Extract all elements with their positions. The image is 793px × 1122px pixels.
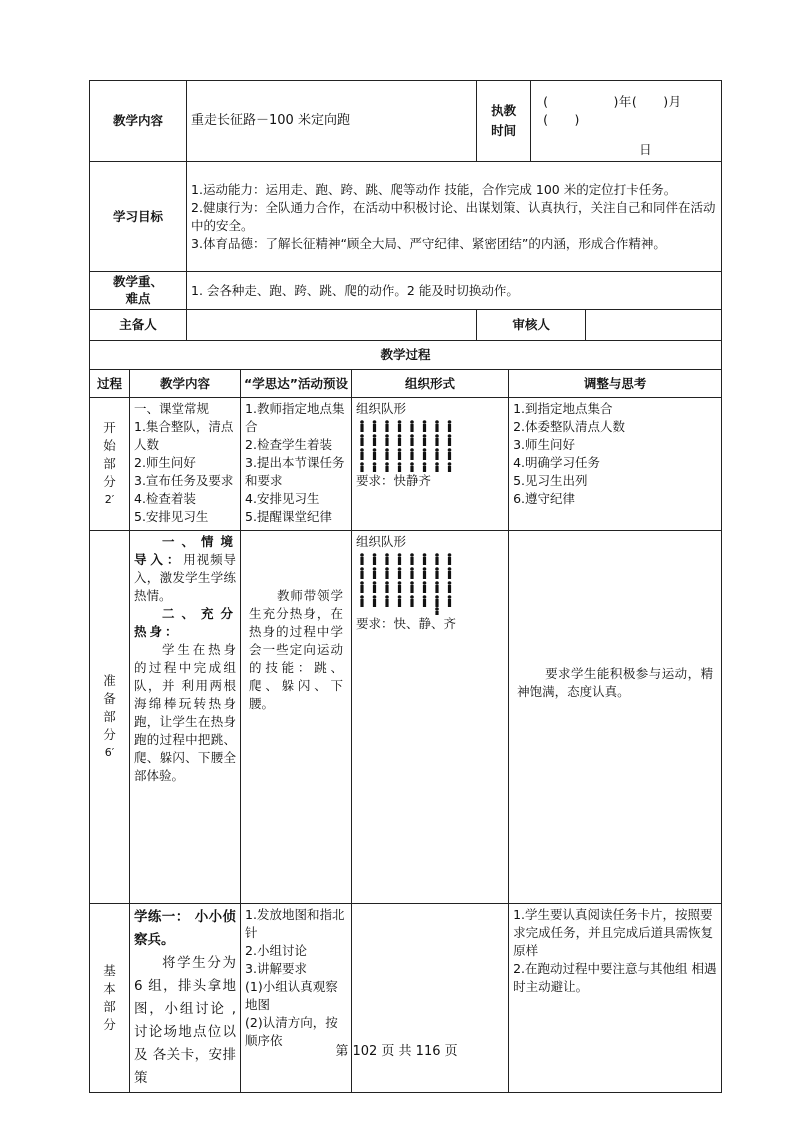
objective-item: 1.运动能力：运用走、跑、跨、跳、爬等动作 技能，合作完成 100 米的定位打卡任务。: [191, 181, 677, 197]
student-figure-icon: [398, 553, 402, 565]
student-figure-icon: [360, 581, 364, 593]
student-figure-icon: [448, 448, 452, 460]
phase-start-content: [130, 398, 241, 531]
preparer-label: 主备人: [90, 310, 187, 341]
student-figure-icon: [373, 448, 377, 460]
objective-item: 2.健康行为：全队通力合作，在活动中积极讨论、出谋划策、认真执行，关注自己和同伴在活动中的安全。: [191, 199, 716, 233]
student-figure-icon: [373, 462, 377, 472]
student-figure-icon: [373, 434, 377, 446]
org-requirement: 要求：快、静、齐: [356, 616, 457, 631]
adjust-line: 5.见习生出列: [513, 473, 588, 488]
student-figure-icon: [373, 595, 377, 607]
col-header-content: 教学内容: [130, 370, 241, 398]
adjust-line: 6.遵守纪律: [513, 491, 576, 506]
org-label: 组织队形: [356, 534, 407, 549]
student-figure-icon: [360, 448, 364, 460]
lesson-plan-table: [89, 80, 722, 1093]
phase-start-adjust: [509, 398, 722, 531]
student-figure-icon: [385, 553, 389, 565]
phase-char: 备: [103, 691, 116, 706]
phase-prep-content: [130, 531, 241, 904]
phase-char: 部: [103, 709, 116, 724]
content-line: 2.师生问好: [134, 455, 196, 470]
student-figure-icon: [410, 448, 414, 460]
phase-basic-activity: [241, 904, 352, 1093]
phase-prep-adjust: [509, 531, 722, 904]
activity-line: (1)小组认真观察地图: [245, 979, 338, 1012]
col-header-adjust: 调整与思考: [509, 370, 722, 398]
student-figure-icon: [373, 567, 377, 579]
content-heading: 一、情境导入：: [134, 534, 237, 567]
adjust-paragraph: 要求学生能积极参与运动，精神饱满，态度认真。: [517, 666, 714, 699]
activity-line: 2.小组讨论: [245, 943, 307, 958]
student-figure-icon: [410, 462, 414, 472]
student-figure-icon: [360, 434, 364, 446]
student-figure-icon: [435, 581, 439, 593]
time-label-text: 执教时间: [491, 103, 517, 138]
student-figure-icon: [423, 567, 427, 579]
content-line: 1.集合整队，清点人数: [134, 419, 234, 452]
student-figure-icon: [435, 607, 439, 615]
content-paragraph: 将学生分为 6 组，排头拿地图，小组讨论 ,讨论场地点位以及 各关卡，安排策: [134, 955, 237, 1086]
adjust-line: 2.体委整队清点人数: [513, 419, 626, 434]
key-points-label: [90, 272, 187, 310]
student-figure-icon: [423, 420, 427, 432]
student-figure-icon: [385, 581, 389, 593]
adjust-line: 2.在跑动过程中要注意与其他组 相遇时主动避让。: [513, 961, 717, 994]
date-cell: [531, 81, 722, 162]
student-figure-icon: [448, 581, 452, 593]
col-header-process: 过程: [90, 370, 130, 398]
student-figure-icon: [398, 420, 402, 432]
phase-duration: 2′: [104, 493, 115, 506]
adjust-line: 4.明确学习任务: [513, 455, 601, 470]
phase-char: 始: [103, 438, 116, 453]
student-figure-icon: [410, 434, 414, 446]
student-figure-icon: [448, 462, 452, 472]
activity-line: 3.提出本节课任务和要求: [245, 455, 345, 488]
student-figure-icon: [423, 581, 427, 593]
student-figure-icon: [398, 595, 402, 607]
student-figure-icon: [385, 462, 389, 472]
phase-prep-name: [90, 531, 130, 904]
objective-item: 3.体育品德：了解长征精神“顾全大局、严守纪律、紧密团结”的内涵，形成合作精神。: [191, 235, 666, 251]
reviewer-label: 审核人: [477, 310, 586, 341]
student-figure-icon: [435, 434, 439, 446]
content-line: 一、课堂常规: [134, 401, 210, 416]
student-figure-icon: [385, 567, 389, 579]
student-figure-icon: [410, 581, 414, 593]
phase-char: 部: [103, 999, 116, 1014]
student-figure-icon: [435, 420, 439, 432]
student-figure-icon: [360, 462, 364, 472]
formation-diagram: [356, 551, 456, 615]
org-label: 组织队形: [356, 401, 407, 416]
content-line: 4.检查着装: [134, 491, 196, 506]
student-figure-icon: [360, 567, 364, 579]
phase-char: 分: [103, 727, 116, 742]
phase-prep-organization: [352, 531, 509, 904]
key-points-value: 1. 会各种走、跑、跨、跳、爬的动作。2 能及时切换动作。: [187, 272, 722, 310]
key-points-label-text: 教学重、难点: [112, 274, 163, 306]
student-figure-icon: [435, 462, 439, 472]
student-figure-icon: [385, 420, 389, 432]
preparer-value: [187, 310, 477, 341]
phase-char: 准: [103, 673, 116, 688]
phase-basic-organization: [352, 904, 509, 1093]
adjust-line: 1.学生要认真阅读任务卡片，按照要求完成任务，并且完成后道具需恢复原样: [513, 907, 714, 958]
student-figure-icon: [360, 595, 364, 607]
col-header-activity: “学思达”活动预设: [241, 370, 352, 398]
date-text: ( )年( )月( ): [543, 94, 682, 127]
student-figure-icon: [448, 595, 452, 607]
student-figure-icon: [423, 553, 427, 565]
formation-diagram: [356, 418, 456, 472]
student-figure-icon: [398, 567, 402, 579]
student-figure-icon: [423, 595, 427, 607]
process-title: 教学过程: [90, 341, 722, 370]
student-figure-icon: [410, 595, 414, 607]
student-figure-icon: [448, 434, 452, 446]
org-requirement: 要求：快静齐: [356, 473, 432, 488]
student-figure-icon: [360, 420, 364, 432]
phase-basic-content: [130, 904, 241, 1093]
adjust-line: 1.到指定地点集合: [513, 401, 613, 416]
reviewer-value: [586, 310, 722, 341]
content-line: 3.宣布任务及要求: [134, 473, 234, 488]
phase-start-organization: [352, 398, 509, 531]
student-figure-icon: [385, 595, 389, 607]
student-figure-icon: [373, 420, 377, 432]
student-figure-icon: [448, 420, 452, 432]
content-paragraph: 学生在热身的过程中完成组队，并 利用两根海绵棒玩转热身跑，让学生在热身跑的过程中把跳、爬、躲闪、下腰全部体验。: [134, 642, 237, 783]
student-figure-icon: [423, 448, 427, 460]
student-figure-icon: [385, 434, 389, 446]
activity-line: 3.讲解要求: [245, 961, 307, 976]
phase-char: 基: [103, 963, 116, 978]
student-figure-icon: [373, 553, 377, 565]
student-figure-icon: [373, 581, 377, 593]
page-footer: 第 102 页 共 116 页: [335, 1044, 458, 1059]
content-label: 教学内容: [90, 81, 187, 162]
phase-char: 部: [103, 456, 116, 471]
phase-duration: 6′: [104, 746, 115, 759]
objectives-list: [187, 162, 722, 272]
student-figure-icon: [360, 553, 364, 565]
phase-start-name: [90, 398, 130, 531]
phase-char: 本: [103, 981, 116, 996]
student-figure-icon: [448, 553, 452, 565]
student-figure-icon: [398, 434, 402, 446]
adjust-line: 3.师生问好: [513, 437, 576, 452]
student-figure-icon: [385, 448, 389, 460]
student-figure-icon: [398, 462, 402, 472]
student-figure-icon: [435, 448, 439, 460]
content-value: 重走长征路－100 米定向跑: [187, 81, 477, 162]
student-figure-icon: [435, 595, 439, 607]
student-figure-icon: [410, 420, 414, 432]
student-figure-icon: [398, 581, 402, 593]
student-figure-icon: [398, 448, 402, 460]
student-figure-icon: [423, 434, 427, 446]
activity-line: 1.发放地图和指北针: [245, 907, 345, 940]
phase-basic-name: [90, 904, 130, 1093]
content-paragraph: 用视频导入，激发学生学练热情。: [134, 552, 237, 603]
objectives-label: 学习目标: [90, 162, 187, 272]
phase-char: 开: [103, 420, 116, 435]
phase-prep-activity: [241, 531, 352, 904]
student-figure-icon: [448, 567, 452, 579]
phase-basic-adjust: [509, 904, 722, 1093]
phase-char: 分: [103, 1017, 116, 1032]
activity-line: 2.检查学生着装: [245, 437, 332, 452]
activity-line: (2)认清方向，按顺序依: [245, 1015, 338, 1048]
time-label: [477, 81, 531, 162]
content-line: 5.安排见习生: [134, 509, 209, 524]
activity-paragraph: 教师带领学生充分热身，在热身的过程中学会一些定向运动的技能：跳、爬、躲闪、下腰。: [249, 588, 344, 711]
col-header-organization: 组织形式: [352, 370, 509, 398]
student-figure-icon: [410, 553, 414, 565]
activity-line: 5.提醒课堂纪律: [245, 509, 332, 524]
phase-char: 分: [103, 474, 116, 489]
student-figure-icon: [423, 462, 427, 472]
student-figure-icon: [435, 567, 439, 579]
date-suffix: 日: [639, 142, 652, 157]
content-heading: 二、充分热身：: [134, 606, 237, 639]
phase-start-activity: [241, 398, 352, 531]
activity-line: 1.教师指定地点集合: [245, 401, 345, 434]
activity-line: 4.安排见习生: [245, 491, 320, 506]
student-figure-icon: [435, 553, 439, 565]
student-figure-icon: [410, 567, 414, 579]
content-heading: 学练一： 小小侦察兵。: [134, 909, 237, 948]
